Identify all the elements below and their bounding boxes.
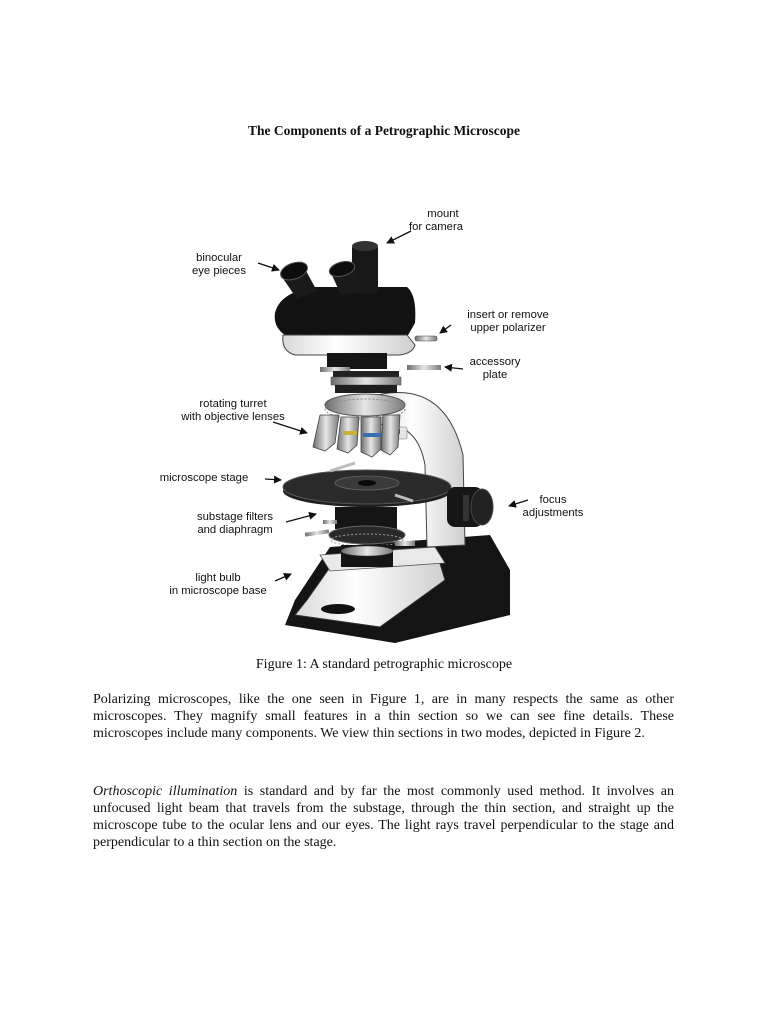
- paragraph-orthoscopic: [93, 783, 674, 851]
- arrow-turret: [273, 422, 307, 433]
- label-binocular-line1: binocular: [196, 252, 242, 264]
- microscope-diagram: [145, 195, 605, 650]
- label-bulb-line1: light bulb: [195, 572, 241, 584]
- label-mount-line2: for camera: [409, 221, 463, 233]
- arrow-binocular: [258, 263, 279, 270]
- label-polarizer-line1: insert or remove: [467, 309, 549, 321]
- label-substage-line1: substage filters: [197, 511, 273, 523]
- label-focus-line2: adjustments: [522, 507, 584, 519]
- paragraph-intro: Polarizing microscopes, like the one seen in Figure 1, are in many respects the same as other microscopes. They magnify small features in a thin section so we can see fine details. These microscopes include many components. We view thin sections in two modes, depicted in Figure 2.: [93, 692, 674, 741]
- label-turret-line1: rotating turret: [199, 398, 267, 410]
- label-mount-line1: mount: [427, 208, 459, 220]
- arrow-substage: [286, 514, 316, 522]
- label-accessory-line1: accessory: [469, 356, 521, 368]
- label-accessory-line2: plate: [482, 369, 508, 381]
- label-substage-line2: and diaphragm: [197, 524, 273, 536]
- arrow-mount: [387, 231, 411, 243]
- arrow-accessory: [445, 367, 463, 369]
- label-stage: microscope stage: [159, 472, 249, 484]
- arrow-polarizer: [440, 325, 451, 333]
- document-title: The Components of a Petrographic Microscope: [247, 123, 521, 138]
- label-binocular-line2: eye pieces: [191, 265, 247, 277]
- arrow-bulb: [275, 574, 291, 581]
- label-turret-line2: with objective lenses: [181, 411, 285, 423]
- paragraph-orthoscopic-text: is standard and by far the most commonly used method. It involves an unfocused light beam that travels from the substage, through the thin section, and straight up the microscope tube to the ocular lens and our eyes. The light rays travel perpendicular to the stage and perpendicular to a thin section on the stage.: [93, 784, 675, 850]
- arrow-focus: [509, 500, 528, 506]
- orthoscopic-term: Orthoscopic illumination: [93, 784, 238, 799]
- microscope-illustration: [275, 241, 510, 643]
- label-polarizer-line2: upper polarizer: [470, 322, 546, 334]
- figure-caption: Figure 1: A standard petrographic microscope: [255, 657, 513, 672]
- arrow-stage: [265, 479, 281, 480]
- label-focus-line1: focus: [539, 494, 567, 506]
- microscope-figure: [145, 195, 605, 650]
- label-bulb-line2: in microscope base: [169, 585, 267, 597]
